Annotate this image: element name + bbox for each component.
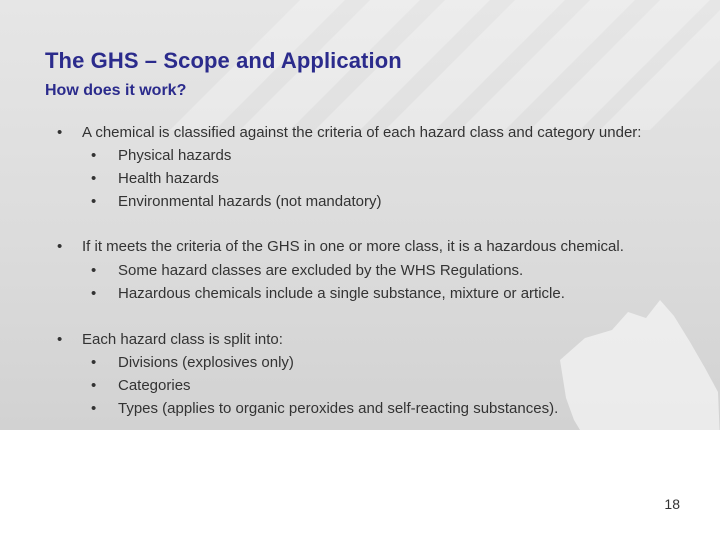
slide-title: The GHS – Scope and Application	[45, 48, 402, 73]
sub-bullet-marker: •	[91, 285, 97, 302]
sub-bullet-text: Divisions (explosives only)	[118, 354, 294, 371]
sub-bullet-text: Types (applies to organic peroxides and self-reacting substances).	[118, 400, 559, 417]
bullet-marker: •	[57, 331, 63, 348]
sub-bullet-marker: •	[91, 354, 97, 371]
sub-bullet-text: Environmental hazards (not mandatory)	[118, 193, 382, 210]
bullet-marker: •	[57, 238, 63, 255]
sub-bullet-text: Some hazard classes are excluded by the WHS Regulations.	[118, 262, 524, 279]
bullet-text: If it meets the criteria of the GHS in one or more class, it is a hazardous chemical.	[82, 238, 624, 255]
sub-bullet-marker: •	[91, 262, 97, 279]
sub-bullet-text: Health hazards	[118, 170, 219, 187]
bullet-text: Each hazard class is split into:	[82, 331, 283, 348]
sub-bullet-text: Categories	[118, 377, 191, 394]
bullet-text: A chemical is classified against the criteria of each hazard class and category under:	[82, 124, 642, 141]
sub-bullet-marker: •	[91, 377, 97, 394]
slide-subtitle: How does it work?	[45, 82, 187, 99]
sub-bullet-marker: •	[91, 147, 97, 164]
page-number: 18	[664, 496, 680, 512]
sub-bullet-marker: •	[91, 400, 97, 417]
sub-bullet-text: Hazardous chemicals include a single substance, mixture or article.	[118, 285, 565, 302]
bullet-marker: •	[57, 124, 63, 141]
sub-bullet-text: Physical hazards	[118, 147, 232, 164]
sub-bullet-marker: •	[91, 193, 97, 210]
sub-bullet-marker: •	[91, 170, 97, 187]
